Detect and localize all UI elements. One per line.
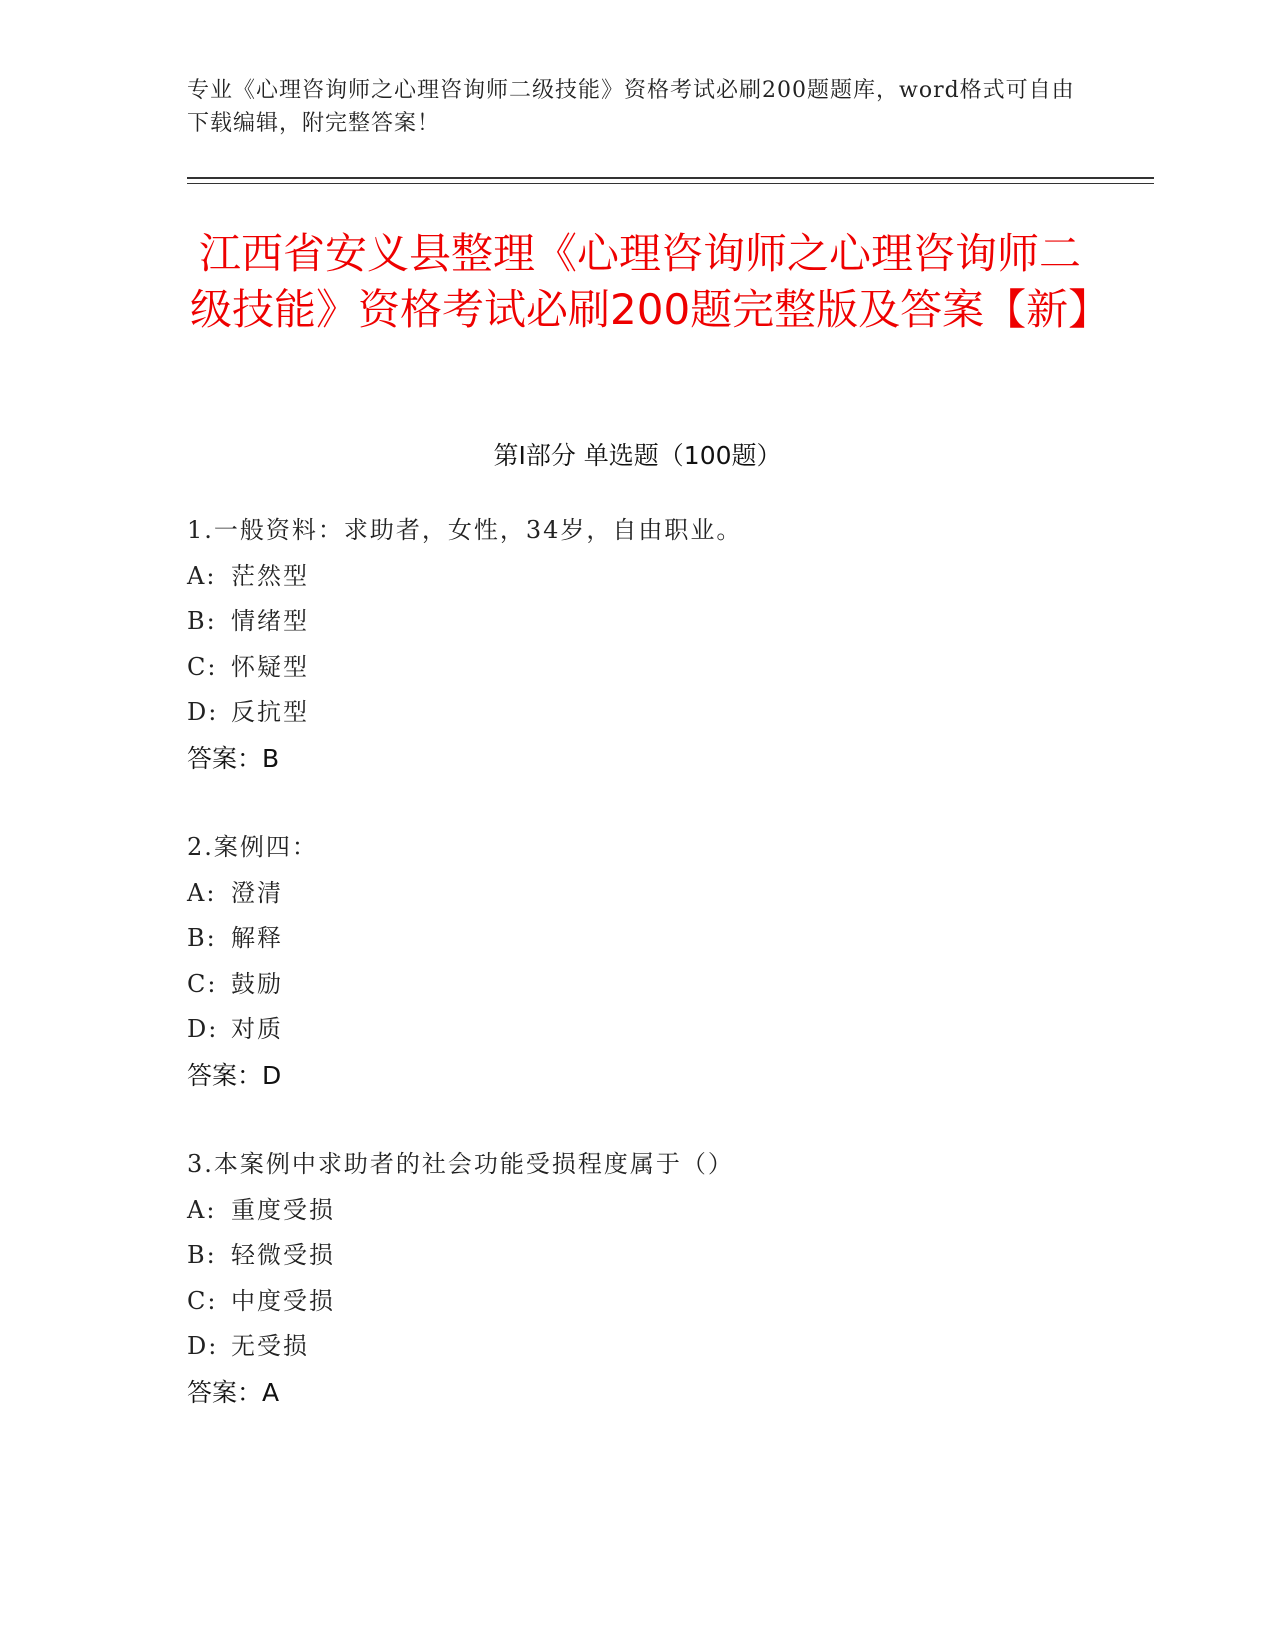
document-header-note: 专业《心理咨询师之心理咨询师二级技能》资格考试必刷200题题库，word格式可自由下载编辑，附完整答案！ [187, 78, 1075, 136]
option-text: 中度受损 [231, 1286, 335, 1315]
option-c [187, 1279, 1087, 1325]
option-d [187, 1324, 1087, 1370]
section-heading: 第Ⅰ部分 单选题（100题） [493, 441, 782, 470]
option-text: 无受损 [231, 1332, 309, 1360]
option-letter: B: [187, 1241, 217, 1269]
option-text: 重度受损 [231, 1195, 335, 1224]
option-text: 轻微受损 [231, 1241, 335, 1269]
option-a [187, 871, 1087, 917]
option-letter: D: [187, 698, 219, 726]
option-letter: C: [187, 1286, 218, 1315]
option-text: 解释 [231, 924, 283, 952]
option-text: 鼓励 [231, 969, 283, 998]
option-letter: A: [187, 878, 217, 907]
option-letter: C: [187, 652, 218, 681]
option-b [187, 1233, 1087, 1279]
option-a [187, 554, 1087, 600]
option-letter: B: [187, 607, 217, 635]
question-block [187, 508, 1087, 781]
question-block [187, 1142, 1087, 1415]
question-stem: 2.案例四： [187, 833, 318, 861]
option-text: 情绪型 [231, 607, 309, 635]
option-c [187, 645, 1087, 691]
option-text: 反抗型 [231, 698, 309, 726]
question-stem: 3.本案例中求助者的社会功能受损程度属于（） [187, 1150, 734, 1178]
option-a [187, 1188, 1087, 1234]
option-c [187, 962, 1087, 1008]
option-text: 怀疑型 [231, 652, 309, 681]
option-letter: A: [187, 1195, 217, 1224]
option-d [187, 1007, 1087, 1053]
answer-line: 答案：A [187, 1377, 280, 1407]
option-letter: A: [187, 561, 217, 590]
option-text: 茫然型 [231, 561, 309, 590]
option-b [187, 599, 1087, 645]
option-letter: B: [187, 924, 217, 952]
option-text: 澄清 [231, 878, 283, 907]
option-text: 对质 [231, 1015, 283, 1043]
header-divider-thick [187, 177, 1154, 179]
option-b [187, 916, 1087, 962]
question-block [187, 825, 1087, 1098]
option-letter: D: [187, 1015, 219, 1043]
answer-line: 答案：D [187, 1060, 282, 1090]
option-letter: D: [187, 1332, 219, 1360]
question-stem: 1.一般资料：求助者，女性，34岁，自由职业。 [187, 516, 743, 544]
document-title: 江西省安义县整理《心理咨询师之心理咨询师二级技能》资格考试必刷200题完整版及答案【新】 [190, 229, 1111, 334]
header-divider-thin [187, 183, 1154, 184]
option-letter: C: [187, 969, 218, 998]
answer-line: 答案：B [187, 743, 280, 773]
option-d [187, 690, 1087, 736]
